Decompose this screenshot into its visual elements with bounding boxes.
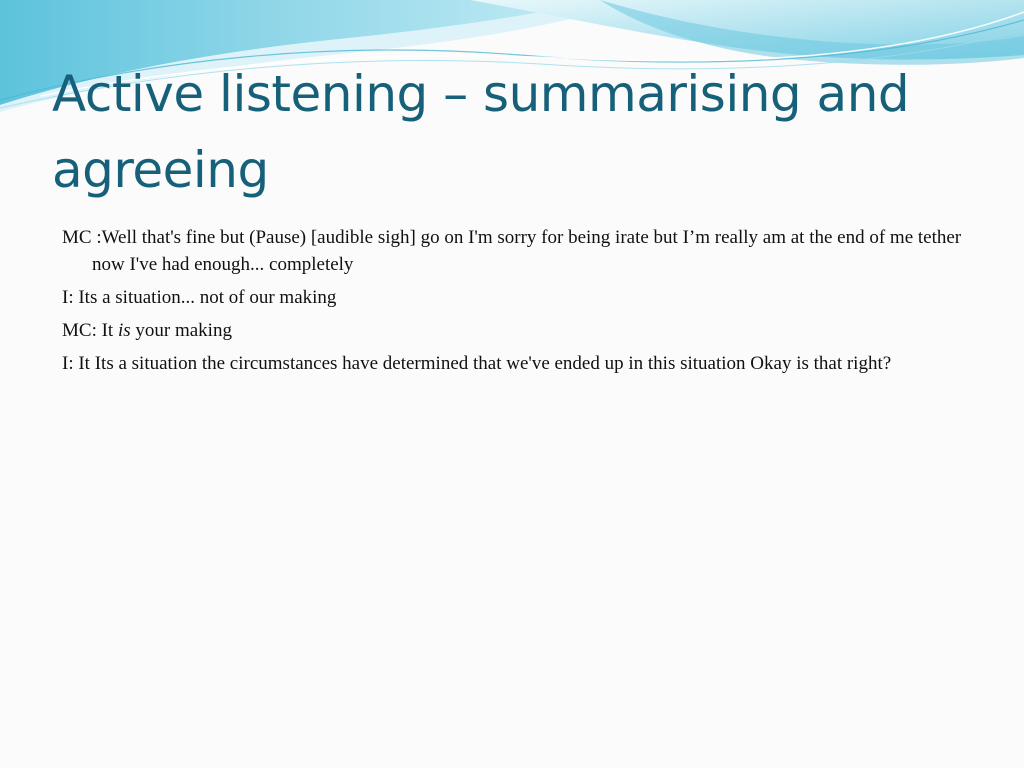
emphasis-text: is xyxy=(117,320,131,341)
transcript-line: MC :Well that's fine but (Pause) [audible sigh] go on I'm sorry for being irate but I’m really am at the end of me tether now I've had enough... completely xyxy=(62,227,962,275)
transcript-line-end: your making xyxy=(130,320,232,341)
transcript-line: I: Its a situation... not of our making xyxy=(62,287,337,308)
transcript-line xyxy=(62,317,962,344)
transcript-line: I: It Its a situation the circumstances have determined that we've ended up in this situation Okay is that right? xyxy=(62,353,892,374)
slide-title: Active listening – summarising and agreeing xyxy=(52,65,910,199)
transcript-line-start: MC: It xyxy=(62,320,118,341)
transcript-body xyxy=(62,224,962,383)
